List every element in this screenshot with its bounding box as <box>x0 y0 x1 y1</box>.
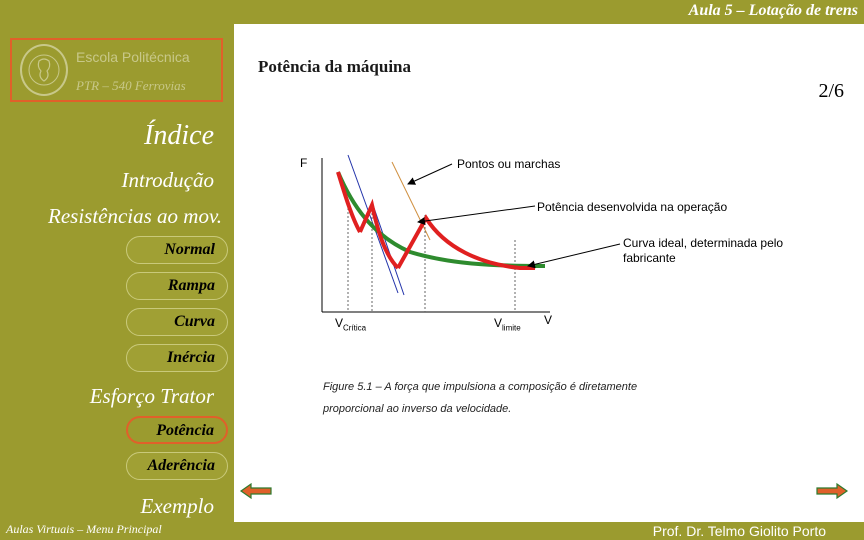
arrow-potencia <box>418 206 535 222</box>
nav-inercia-button[interactable]: Inércia <box>126 344 228 372</box>
potencia-label: Potência desenvolvida na operação <box>537 200 728 214</box>
arrow-right-icon[interactable] <box>815 482 849 500</box>
nav-introducao[interactable]: Introdução <box>121 168 214 192</box>
page-title: Potência da máquina <box>258 57 412 76</box>
caption-line-1: Figure 5.1 – A força que impulsiona a composição é diretamente <box>323 381 638 393</box>
page-number: 2/6 <box>818 80 844 102</box>
nav-exemplo[interactable]: Exemplo <box>140 494 214 518</box>
axis-v-label: V <box>544 313 553 327</box>
nav-rampa-button[interactable]: Rampa <box>126 272 228 300</box>
footer-author: Prof. Dr. Telmo Giolito Porto <box>652 523 826 539</box>
figure-caption <box>323 376 743 420</box>
arrow-pontos <box>408 164 452 184</box>
arrow-left-icon[interactable] <box>239 482 273 500</box>
nav-potencia-button[interactable]: Potência <box>126 416 228 444</box>
header-title: Aula 5 – Lotação de trens <box>688 2 858 19</box>
school-name: Escola Politécnica <box>76 49 190 65</box>
axis-f-label: F <box>300 156 308 170</box>
footer-bar <box>234 522 864 540</box>
nav-aderencia-button[interactable]: Aderência <box>126 452 228 480</box>
pontos-label: Pontos ou marchas <box>457 157 561 171</box>
footer-menu-link[interactable]: Aulas Virtuais – Menu Principal <box>6 522 162 536</box>
operating-curve-segment-1 <box>338 172 360 232</box>
caption-line-2: proporcional ao inverso da velocidade. <box>323 403 512 415</box>
operating-curve-segment-2 <box>360 205 398 268</box>
nav-normal-button[interactable]: Normal <box>126 236 228 264</box>
orange-line <box>392 162 430 240</box>
v-limite-label: $V_{limite}$ <box>494 316 521 333</box>
curva-ideal-label-1: Curva ideal, determinada pelo <box>623 236 784 250</box>
curva-ideal-label-2: fabricante <box>623 251 676 265</box>
nav-esforco-trator[interactable]: Esforço Trator <box>89 384 214 408</box>
nav-curva-button[interactable]: Curva <box>126 308 228 336</box>
arrow-curva-ideal <box>528 244 620 266</box>
operating-curve-segment-3 <box>398 218 535 268</box>
nav-resistencias[interactable]: Resistências ao mov. <box>48 204 222 228</box>
v-critica-label: $V_{Crítica}$ <box>335 316 367 333</box>
nav-indice[interactable]: Índice <box>144 120 214 151</box>
course-name: PTR – 540 Ferrovias <box>76 78 186 93</box>
